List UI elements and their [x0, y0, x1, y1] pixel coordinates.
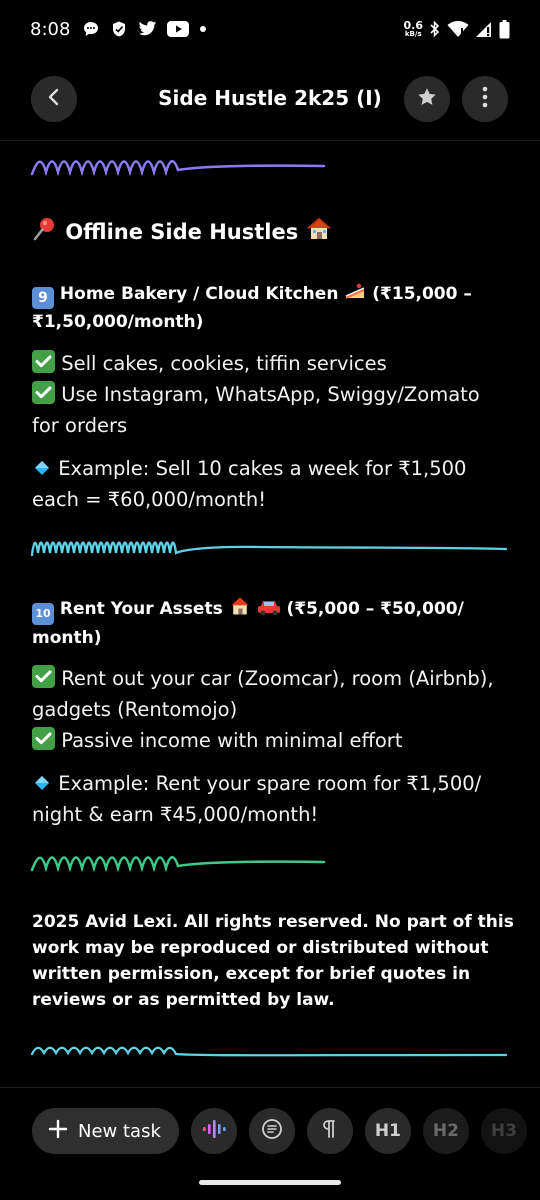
keycap-10-icon: 10 — [32, 603, 54, 625]
heading-1-button[interactable]: H1 — [365, 1108, 411, 1154]
house-icon — [229, 595, 251, 617]
shield-app-icon — [110, 20, 128, 38]
blue-diamond-icon — [32, 458, 52, 478]
signal-icon — [475, 20, 493, 38]
status-bar — [0, 0, 540, 58]
plus-icon — [48, 1119, 68, 1144]
bullet-check: Rent out your car (Zoomcar), room (Airbnb), — [32, 663, 512, 694]
keycap-9-icon: 9 — [32, 287, 54, 309]
notification-icons — [82, 20, 207, 38]
app-header — [0, 74, 540, 124]
cake-icon — [344, 282, 366, 302]
twitter-icon — [138, 21, 157, 37]
more-options-button[interactable] — [462, 76, 508, 122]
squiggle-divider-cyan-wave — [30, 1038, 510, 1064]
heading-3-button[interactable]: H3 — [481, 1108, 527, 1154]
network-speed: 0.6 kB/s — [403, 19, 423, 38]
item-example-rent-assets: Example: Rent your spare room for ₹1,500/ night & earn ₹45,000/month! — [32, 772, 482, 826]
pilcrow-icon — [322, 1119, 338, 1144]
squiggle-divider-green — [30, 846, 330, 878]
item-heading-rent-assets: 10 Rent Your Assets (₹5,000 – ₹50,000/ month) — [32, 595, 512, 651]
squiggle-divider-purple — [30, 150, 330, 182]
paragraph-button[interactable] — [307, 1108, 353, 1154]
bullet-check: Sell cakes, cookies, tiffin services — [32, 348, 512, 379]
squiggle-divider-cyan — [30, 533, 510, 563]
system-icons — [404, 20, 511, 39]
status-time: 8:08 — [30, 18, 71, 40]
list-circle-icon — [261, 1118, 283, 1145]
header-divider — [0, 140, 540, 141]
youtube-icon — [167, 21, 189, 37]
favorite-button[interactable] — [404, 76, 450, 122]
wifi-icon — [447, 20, 469, 38]
formatting-toolbar — [32, 1108, 527, 1154]
chat-icon — [82, 20, 100, 38]
voice-button[interactable] — [191, 1108, 237, 1154]
document-title: Side Hustle 2k25 (I) — [158, 86, 382, 110]
section-title: Offline Side Hustles — [32, 216, 332, 244]
battery-icon — [499, 20, 510, 39]
check-mark-icon — [32, 727, 55, 750]
item-bullets-rent-assets: Rent out your car (Zoomcar), room (Airbnb), gadgets (Rentomojo) Passive income with minimal effort — [32, 663, 512, 756]
check-mark-icon — [32, 350, 55, 373]
new-task-button[interactable]: New task — [32, 1108, 179, 1154]
back-button[interactable] — [31, 76, 77, 122]
copyright-notice: 2025 Avid Lexi. All rights reserved. No part of this work may be reproduced or distributed without written permission, except for brief quotes in reviews or as permitted by law. — [32, 912, 514, 1010]
more-vertical-icon — [482, 86, 488, 112]
item-heading-home-bakery: 9 Home Bakery / Cloud Kitchen (₹15,000 – ₹1,50,000/month) — [32, 284, 472, 332]
home-indicator[interactable] — [199, 1180, 341, 1185]
toolbar-divider — [0, 1087, 540, 1088]
car-icon — [257, 597, 281, 617]
pushpin-icon — [32, 216, 58, 242]
dot-icon — [199, 25, 207, 33]
house-icon — [306, 216, 332, 242]
item-bullets-home-bakery: Sell cakes, cookies, tiffin services Use Instagram, WhatsApp, Swiggy/Zomato for orders — [32, 348, 512, 441]
heading-2-button[interactable]: H2 — [423, 1108, 469, 1154]
chevron-left-icon — [47, 87, 61, 111]
bullet-check: Passive income with minimal effort — [32, 725, 512, 756]
bullet-check: Use Instagram, WhatsApp, Swiggy/Zomato — [32, 379, 512, 410]
item-example-home-bakery: Example: Sell 10 cakes a week for ₹1,500 each = ₹60,000/month! — [32, 457, 467, 511]
voice-wave-icon — [202, 1119, 226, 1144]
blue-diamond-icon — [32, 773, 52, 793]
check-mark-icon — [32, 665, 55, 688]
bluetooth-icon — [429, 20, 441, 38]
star-icon — [416, 86, 438, 112]
list-style-button[interactable] — [249, 1108, 295, 1154]
check-mark-icon — [32, 381, 55, 404]
